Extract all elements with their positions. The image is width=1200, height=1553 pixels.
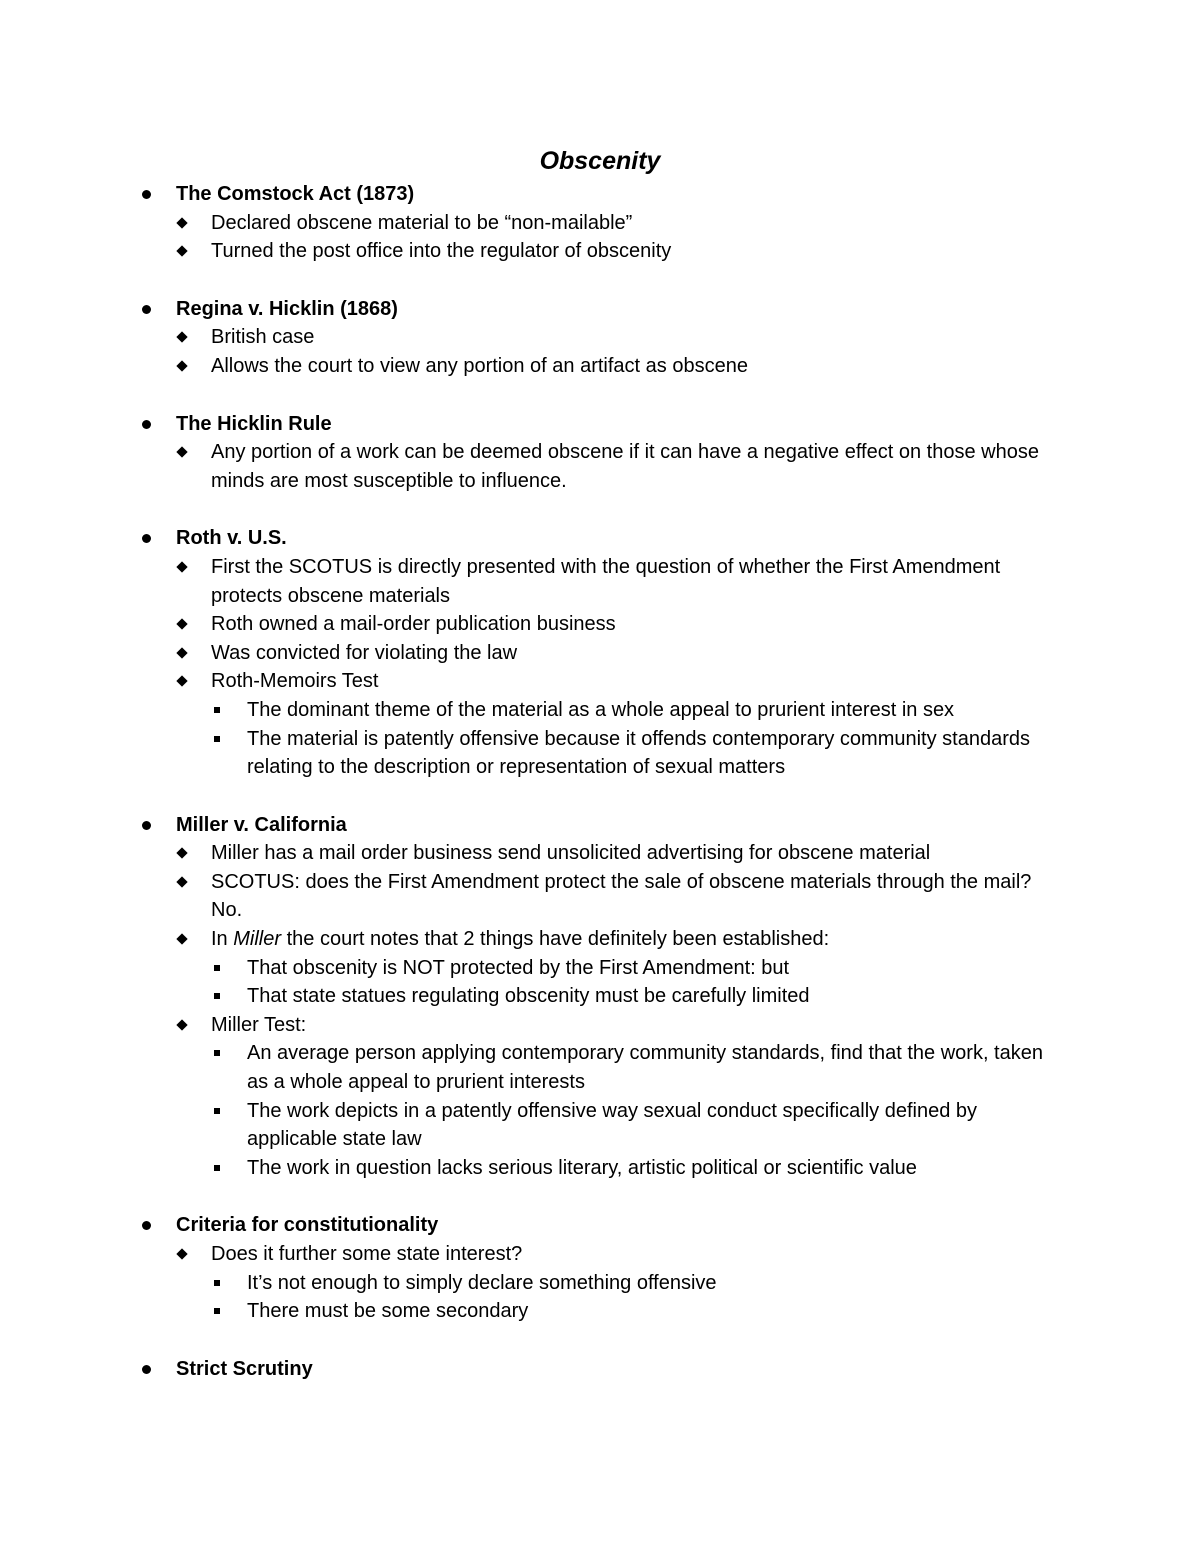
list-item: Turned the post office into the regulator of obscenity	[0, 237, 1200, 266]
list-item: SCOTUS: does the First Amendment protect the sale of obscene materials through the mail? No.	[0, 868, 1200, 925]
circle-bullet-icon	[142, 305, 151, 314]
diamond-bullet-icon	[176, 618, 187, 629]
square-bullet-icon	[214, 1165, 220, 1171]
list-item: Roth owned a mail-order publication business	[0, 610, 1200, 639]
square-bullet-icon	[214, 965, 220, 971]
sub-list-item: The work depicts in a patently offensive way sexual conduct specifically defined by applicable state law	[0, 1097, 1200, 1154]
square-bullet-icon	[214, 707, 220, 713]
circle-bullet-icon	[142, 1221, 151, 1230]
page-title: Obscenity	[539, 147, 661, 175]
sub-list-item: It’s not enough to simply declare something offensive	[0, 1269, 1200, 1298]
sub-list-item: An average person applying contemporary community standards, find that the work, taken as a whole appeal to prurient interests	[0, 1039, 1200, 1096]
sub-list-item: The material is patently offensive because it offends contemporary community standards relating to the description or representation of sexual matters	[0, 725, 1200, 782]
diamond-bullet-icon	[176, 1248, 187, 1259]
section-heading: The Comstock Act (1873)	[0, 180, 1200, 209]
sub-list-item: The work in question lacks serious literary, artistic political or scientific value	[0, 1154, 1200, 1183]
circle-bullet-icon	[142, 1365, 151, 1374]
list-item: Was convicted for violating the law	[0, 639, 1200, 668]
section-heading: Regina v. Hicklin (1868)	[0, 295, 1200, 324]
diamond-bullet-icon	[176, 360, 187, 371]
diamond-bullet-icon	[176, 246, 187, 257]
circle-bullet-icon	[142, 534, 151, 543]
outline	[0, 180, 1200, 1383]
list-item: First the SCOTUS is directly presented with the question of whether the First Amendment protects obscene materials	[0, 553, 1200, 610]
square-bullet-icon	[214, 1108, 220, 1114]
diamond-bullet-icon	[176, 848, 187, 859]
list-item: Declared obscene material to be “non-mailable”	[0, 209, 1200, 238]
list-item: Any portion of a work can be deemed obscene if it can have a negative effect on those whose minds are most susceptible to influence.	[0, 438, 1200, 495]
diamond-bullet-icon	[176, 647, 187, 658]
square-bullet-icon	[214, 1050, 220, 1056]
circle-bullet-icon	[142, 420, 151, 429]
sub-list-item: That state statues regulating obscenity must be carefully limited	[0, 982, 1200, 1011]
circle-bullet-icon	[142, 190, 151, 199]
diamond-bullet-icon	[176, 1019, 187, 1030]
square-bullet-icon	[214, 1280, 220, 1286]
diamond-bullet-icon	[176, 876, 187, 887]
square-bullet-icon	[214, 993, 220, 999]
diamond-bullet-icon	[176, 676, 187, 687]
diamond-bullet-icon	[176, 446, 187, 457]
section-heading: Criteria for constitutionality	[0, 1211, 1200, 1240]
diamond-bullet-icon	[176, 561, 187, 572]
section-heading: Strict Scrutiny	[0, 1355, 1200, 1384]
list-item: Allows the court to view any portion of an artifact as obscene	[0, 352, 1200, 381]
square-bullet-icon	[214, 1308, 220, 1314]
sub-list-item: The dominant theme of the material as a whole appeal to prurient interest in sex	[0, 696, 1200, 725]
square-bullet-icon	[214, 736, 220, 742]
list-item: Does it further some state interest?	[0, 1240, 1200, 1269]
list-item: Miller has a mail order business send unsolicited advertising for obscene material	[0, 839, 1200, 868]
list-item: Roth-Memoirs Test	[0, 667, 1200, 696]
list-item: In Miller the court notes that 2 things have definitely been established:	[0, 925, 1200, 954]
circle-bullet-icon	[142, 821, 151, 830]
list-item: British case	[0, 323, 1200, 352]
sub-list-item: There must be some secondary	[0, 1297, 1200, 1326]
diamond-bullet-icon	[176, 332, 187, 343]
section-heading: The Hicklin Rule	[0, 410, 1200, 439]
diamond-bullet-icon	[176, 933, 187, 944]
sub-list-item: That obscenity is NOT protected by the First Amendment: but	[0, 954, 1200, 983]
diamond-bullet-icon	[176, 217, 187, 228]
section-heading: Roth v. U.S.	[0, 524, 1200, 553]
list-item: Miller Test:	[0, 1011, 1200, 1040]
section-heading: Miller v. California	[0, 811, 1200, 840]
